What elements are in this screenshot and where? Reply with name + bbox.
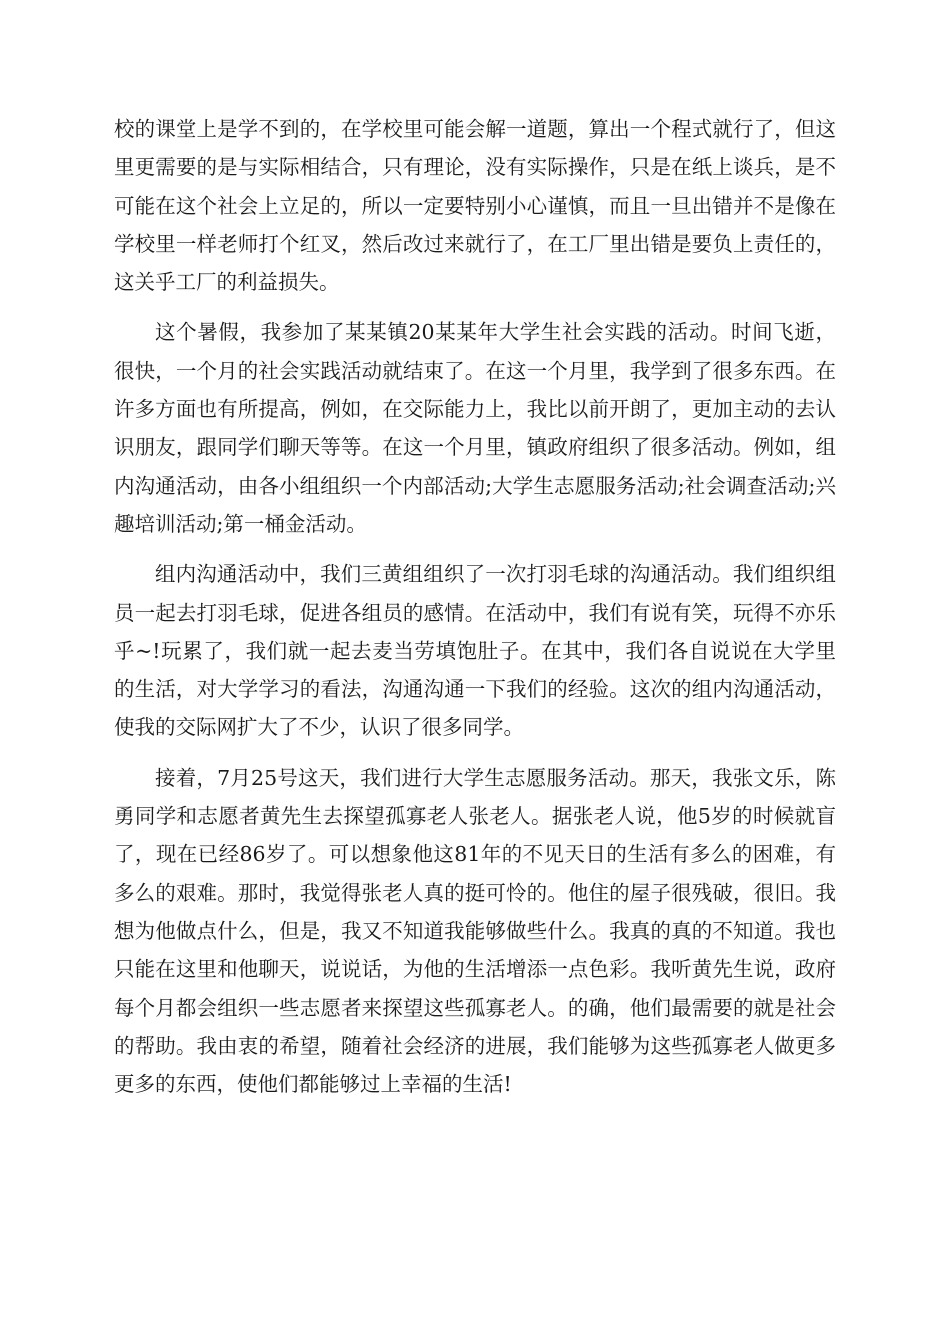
paragraph-continued: 校的课堂上是学不到的，在学校里可能会解一道题，算出一个程式就行了，但这里更需要的是与实际相结合，只有理论，没有实际操作，只是在纸上谈兵，是不可能在这个社会上立足的，所以一定要特别小心谨慎，而且一旦出错并不是像在学校里一样老师打个红叉，然后改过来就行了，在工厂里出错是要负上责任的，这关乎工厂的利益损失。 <box>114 117 836 295</box>
document-body <box>114 110 836 1103</box>
paragraph-volunteer-service: 接着，7月25号这天，我们进行大学生志愿服务活动。那天，我张文乐，陈勇同学和志愿者黄先生去探望孤寡老人张老人。据张老人说，他5岁的时候就盲了，现在已经86岁了。可以想象他这81年的不见天日的生活有多么的困难，有多么的艰难。那时，我觉得张老人真的挺可怜的。他住的屋子很残破，很旧。我想为他做点什么，但是，我又不知道我能够做些什么。我真的真的不知道。我也只能在这里和他聊天，说说话，为他的生活增添一点色彩。我听黄先生说，政府每个月都会组织一些志愿者来探望这些孤寡老人。的确，他们最需要的就是社会的帮助。我由衷的希望，随着社会经济的进展，我们能够为这些孤寡老人做更多更多的东西，使他们都能够过上幸福的生活! <box>114 765 836 1097</box>
paragraph-summer-practice: 这个暑假，我参加了某某镇20某某年大学生社会实践的活动。时间飞逝，很快，一个月的社会实践活动就结束了。在这一个月里，我学到了很多东西。在许多方面也有所提高，例如，在交际能力上，我比以前开朗了，更加主动的去认识朋友，跟同学们聊天等等。在这一个月里，镇政府组织了很多活动。例如，组内沟通活动，由各小组组织一个内部活动;大学生志愿服务活动;社会调查活动;兴趣培训活动;第一桶金活动。 <box>114 320 836 536</box>
paragraph-group-communication: 组内沟通活动中，我们三黄组组织了一次打羽毛球的沟通活动。我们组织组员一起去打羽毛球，促进各组员的感情。在活动中，我们有说有笑，玩得不亦乐乎~!玩累了，我们就一起去麦当劳填饱肚子。在其中，我们各自说说在大学里的生活，对大学学习的看法，沟通沟通一下我们的经验。这次的组内沟通活动，使我的交际网扩大了不少，认识了很多同学。 <box>114 562 836 740</box>
